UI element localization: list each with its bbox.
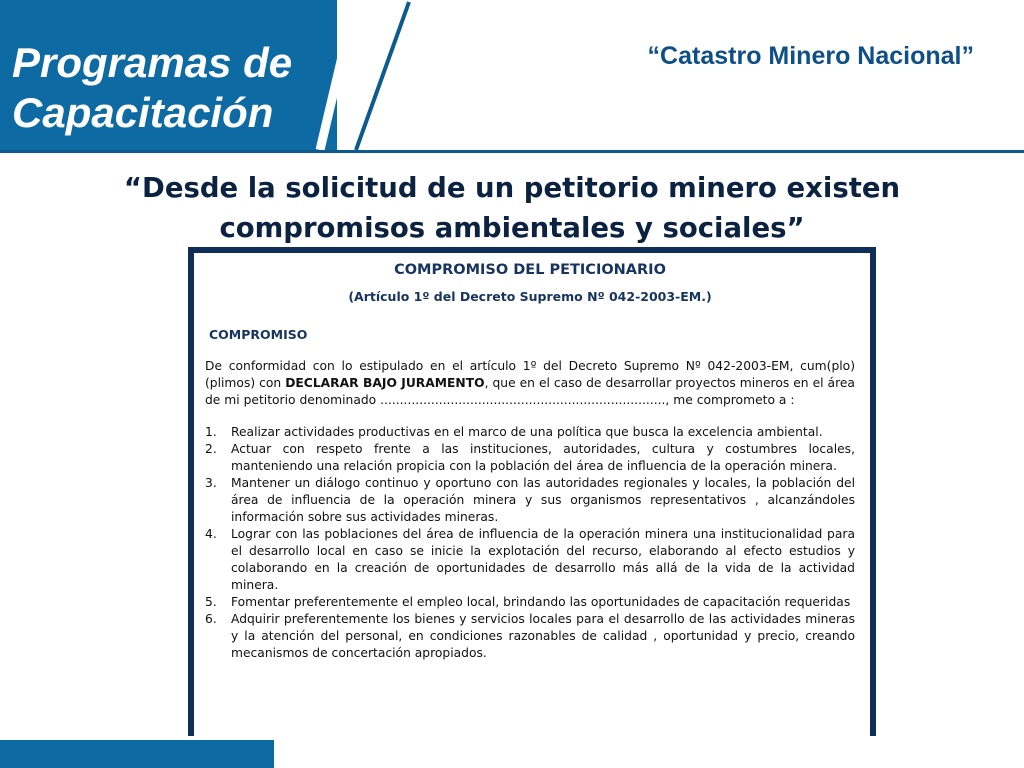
document-intro-paragraph: [205, 358, 855, 409]
commitment-number: 4.: [205, 527, 217, 541]
header-divider: [0, 150, 1024, 153]
document-frame: [188, 247, 876, 736]
document-subtitle: (Artículo 1º del Decreto Supremo Nº 042-2003-EM.): [348, 289, 712, 304]
slide-headline: [0, 168, 1024, 248]
commitment-number: 6.: [205, 612, 217, 626]
footer-band: [0, 740, 274, 768]
commitment-list: [205, 424, 855, 662]
commitment-text: Realizar actividades productivas en el marco de una política que busca la excelencia ambiental.: [231, 425, 823, 439]
header-title-line-1: Programas de: [12, 39, 293, 86]
commitment-item: [205, 526, 855, 594]
document-page: [194, 253, 870, 736]
commitment-number: 5.: [205, 595, 217, 609]
intro-text-part-1: De conformidad con lo estipulado en el artículo 1º del Decreto Supremo Nº 042-2003-EM, cum(plo) (plimos) con: [205, 359, 855, 390]
page-subtitle: “Catastro Minero Nacional”: [647, 42, 974, 70]
document-section-heading: COMPROMISO: [209, 327, 308, 342]
commitment-item: [205, 441, 855, 475]
header-slash-line: [320, 2, 355, 150]
intro-bold-text: DECLARAR BAJO JURAMENTO: [285, 376, 485, 390]
slide-headline-line-1: “Desde la solicitud de un petitorio minero existen: [123, 172, 901, 204]
commitment-number: 1.: [205, 425, 217, 439]
commitment-item: [205, 475, 855, 526]
intro-text-part-2: , que en el caso de desarrollar proyectos mineros en el área de mi petitorio denominado ........................................................................., me comprometo a :: [205, 376, 855, 407]
slide-headline-line-2: compromisos ambientales y sociales”: [219, 212, 805, 244]
commitment-item: [205, 611, 855, 662]
decorative-slash: [0, 0, 1024, 160]
commitment-item: [205, 594, 855, 611]
commitment-text: Mantener un diálogo continuo y oportuno con las autoridades regionales y locales, la población del área de influencia de la operación minera y sus organismos representativos , alcanzándoles información sobre sus actividades mineras.: [231, 476, 855, 524]
document-title: COMPROMISO DEL PETICIONARIO: [394, 262, 666, 278]
commitment-number: 3.: [205, 476, 217, 490]
commitment-text: Adquirir preferentemente los bienes y servicios locales para el desarrollo de las actividades mineras y la atención del personal, en condiciones razonables de calidad , oportunidad y precio, creando mecanismos de concertación apropiados.: [231, 612, 855, 660]
commitment-number: 2.: [205, 442, 217, 456]
header-title-line-2: Capacitación: [12, 89, 274, 136]
commitment-item: [205, 424, 855, 441]
commitment-text: Lograr con las poblaciones del área de influencia de la operación minera una institucionalidad para el desarrollo local en caso se inicie la explotación del recurso, elaborando al efecto estudios y colaborando en la creación de oportunidades de desarrollo más allá de la vida de la actividad minera.: [231, 527, 855, 592]
commitment-text: Actuar con respeto frente a las instituciones, autoridades, cultura y costumbres locales, manteniendo una relación propicia con la población del área de influencia de la operación minera.: [231, 442, 855, 473]
commitment-text: Fomentar preferentemente el empleo local, brindando las oportunidades de capacitación requeridas: [231, 595, 851, 609]
accent-slash-line: [356, 2, 409, 150]
